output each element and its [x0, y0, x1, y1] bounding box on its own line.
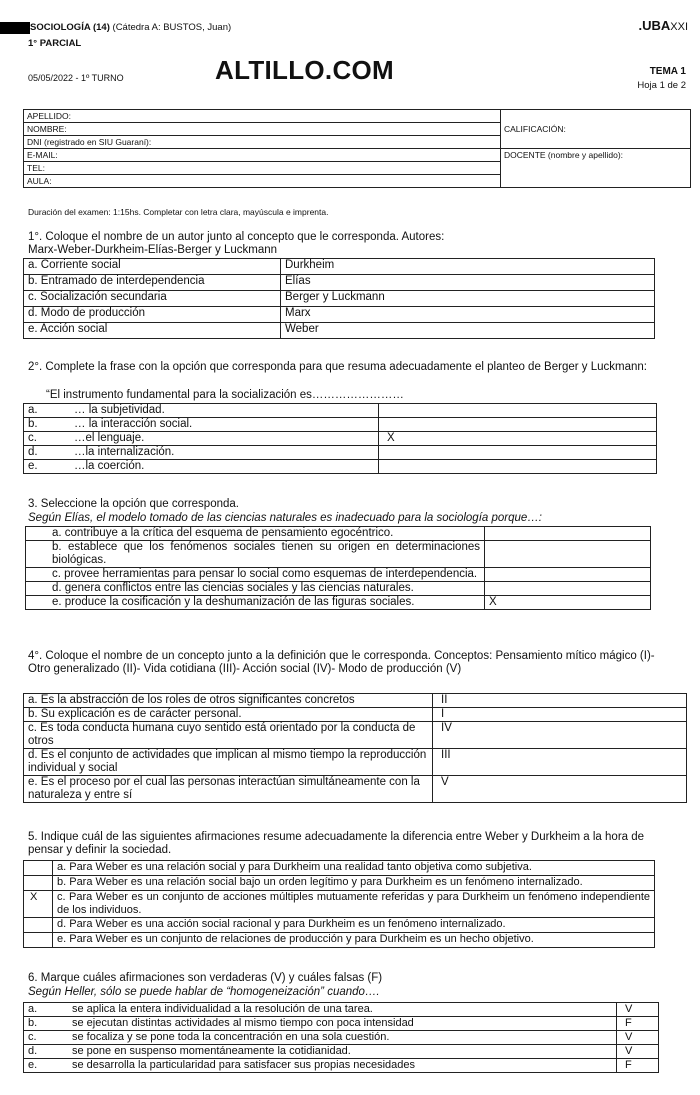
q4-definition: b. Su explicación es de carácter personal.	[24, 708, 433, 722]
page-count: Hoja 1 de 2	[637, 80, 686, 91]
q4-definition: e. Es el proceso por el cual las personas interactúan simultáneamente con la naturaleza y entre sí	[24, 776, 433, 803]
table-row	[24, 404, 657, 418]
q3-table	[25, 526, 651, 610]
q5-mark[interactable]	[24, 933, 53, 948]
table-row	[24, 708, 687, 722]
q3-option: a. contribuye a la crítica del esquema de pensamiento egocéntrico.	[26, 527, 485, 541]
q1-answer[interactable]: Elías	[281, 275, 655, 291]
q6-letter: a.	[24, 1003, 69, 1017]
table-row	[24, 460, 657, 474]
q6-mark[interactable]: F	[617, 1017, 659, 1031]
table-row	[24, 918, 655, 933]
table-row	[24, 446, 657, 460]
table-row	[24, 876, 655, 891]
q5-prompt: 5. Indique cuál de las siguientes afirmaciones resume adecuadamente la diferencia entre Weber y Durkheim a la hora de pensar y definir la sociedad.	[28, 831, 645, 856]
q6-statement: se ejecutan distintas actividades al mismo tiempo con poca intensidad	[68, 1017, 617, 1031]
q6-letter: d.	[24, 1045, 69, 1059]
uba-logo: .UBAXXI	[638, 18, 688, 33]
q6-mark[interactable]: V	[617, 1031, 659, 1045]
table-row	[24, 1059, 659, 1073]
q1-concept: c. Socialización secundaria	[24, 291, 281, 307]
q3-mark[interactable]	[485, 541, 651, 568]
q6-phrase: Según Heller, sólo se puede hablar de “homogeneización” cuando….	[28, 986, 380, 998]
q6-prompt: 6. Marque cuáles afirmaciones son verdaderas (V) y cuáles falsas (F)	[28, 972, 383, 984]
q1-concept: e. Acción social	[24, 323, 281, 339]
q5-mark[interactable]	[24, 876, 53, 891]
q5-option: c. Para Weber es un conjunto de acciones múltiples mutuamente referidas y para Durkheim un fenómeno independiente de los individuos.	[53, 891, 655, 918]
q2-mark[interactable]	[379, 460, 657, 474]
table-row	[24, 307, 655, 323]
table-row	[24, 259, 655, 275]
redaction-bar	[0, 22, 30, 34]
q5-mark[interactable]	[24, 861, 53, 876]
q6-statement: se aplica la entera individualidad a la resolución de una tarea.	[68, 1003, 617, 1017]
exam-instructions: Duración del examen: 1:15hs. Completar con letra clara, mayúscula e imprenta.	[28, 207, 329, 217]
q2-option: …la coerción.	[70, 460, 379, 474]
q3-option: d. genera conflictos entre las ciencias sociales y las ciencias naturales.	[26, 582, 485, 596]
q2-option: …la internalización.	[70, 446, 379, 460]
table-row	[24, 933, 655, 948]
table-row	[24, 432, 657, 446]
q2-option: … la subjetividad.	[70, 404, 379, 418]
tel-field[interactable]: TEL:	[24, 162, 501, 175]
q5-option: e. Para Weber es un conjunto de relaciones de producción y para Durkheim es un hecho objetivo.	[53, 933, 655, 948]
table-row	[24, 1017, 659, 1031]
q1-answer[interactable]: Durkheim	[281, 259, 655, 275]
q4-definition: d. Es el conjunto de actividades que implican al mismo tiempo la reproducción individual y social	[24, 749, 433, 776]
q4-answer[interactable]: II	[433, 694, 687, 708]
q2-letter: a.	[24, 404, 71, 418]
q3-option: e. produce la cosificación y la deshumanización de las figuras sociales.	[26, 596, 485, 610]
table-row	[26, 541, 651, 568]
q3-prompt: 3. Seleccione la opción que corresponda.	[28, 498, 239, 510]
table-row	[24, 861, 655, 876]
table-row	[26, 582, 651, 596]
table-row	[26, 596, 651, 610]
q1-concept: a. Corriente social	[24, 259, 281, 275]
q2-mark[interactable]	[379, 446, 657, 460]
q3-mark[interactable]	[485, 582, 651, 596]
tema-label: TEMA 1	[649, 66, 686, 77]
q6-mark[interactable]: V	[617, 1045, 659, 1059]
q6-mark[interactable]: V	[617, 1003, 659, 1017]
table-row	[24, 1031, 659, 1045]
site-watermark: ALTILLO.COM	[215, 55, 395, 85]
q1-answer[interactable]: Marx	[281, 307, 655, 323]
q2-prompt: 2°. Complete la frase con la opción que corresponda para que resuma adecuadamente el planteo de Berger y Luckmann:	[28, 361, 647, 373]
q2-mark[interactable]	[379, 418, 657, 432]
table-row	[24, 1045, 659, 1059]
q2-option: … la interacción social.	[70, 418, 379, 432]
table-row	[24, 749, 687, 776]
q1-answer[interactable]: Berger y Luckmann	[281, 291, 655, 307]
q5-mark[interactable]	[24, 918, 53, 933]
q2-letter: d.	[24, 446, 71, 460]
table-row	[24, 694, 687, 708]
q6-statement: se focaliza y se pone toda la concentración en una sola cuestión.	[68, 1031, 617, 1045]
table-row	[24, 291, 655, 307]
q2-letter: e.	[24, 460, 71, 474]
exam-date: 05/05/2022 - 1º TURNO	[28, 73, 124, 83]
student-info-table	[23, 109, 691, 188]
table-row	[26, 568, 651, 582]
q3-option: c. provee herramientas para pensar lo social como esquemas de interdependencia.	[26, 568, 485, 582]
table-row	[24, 891, 655, 918]
q3-option: b. establece que los fenómenos sociales tienen su origen en determinaciones biológicas.	[26, 541, 485, 568]
q1-concept: d. Modo de producción	[24, 307, 281, 323]
q1-table	[23, 258, 655, 339]
table-row	[24, 275, 655, 291]
nombre-field[interactable]: NOMBRE:	[24, 123, 501, 136]
q4-answer[interactable]: III	[433, 749, 687, 776]
q5-mark[interactable]: X	[24, 891, 53, 918]
q4-answer[interactable]: V	[433, 776, 687, 803]
q6-statement: se pone en suspenso momentáneamente la cotidianidad.	[68, 1045, 617, 1059]
docente-field[interactable]: DOCENTE (nombre y apellido):	[501, 149, 691, 188]
q5-table	[23, 860, 655, 948]
q2-option: …el lenguaje.	[70, 432, 379, 446]
table-row	[26, 527, 651, 541]
q3-mark[interactable]	[485, 527, 651, 541]
q3-mark[interactable]: X	[485, 596, 651, 610]
q4-definition: a. Es la abstracción de los roles de otros significantes concretos	[24, 694, 433, 708]
q5-option: a. Para Weber es una relación social y para Durkheim una realidad tanto objetiva como subjetiva.	[53, 861, 655, 876]
calificacion-field[interactable]: CALIFICACIÓN:	[501, 110, 691, 149]
table-row	[24, 1003, 659, 1017]
q2-letter: b.	[24, 418, 71, 432]
table-row	[24, 418, 657, 432]
q1-answer[interactable]: Weber	[281, 323, 655, 339]
exam-name: 1° PARCIAL	[28, 38, 82, 49]
table-row	[24, 776, 687, 803]
q6-letter: b.	[24, 1017, 69, 1031]
apellido-field[interactable]: APELLIDO:	[24, 110, 501, 123]
q5-option: b. Para Weber es una relación social bajo un orden legítimo y para Durkheim es un fenómeno internalizado.	[53, 876, 655, 891]
q6-table	[23, 1002, 659, 1073]
q6-letter: c.	[24, 1031, 69, 1045]
aula-field[interactable]: AULA:	[24, 175, 501, 188]
q2-mark[interactable]: X	[379, 432, 657, 446]
course-title: SOCIOLOGÍA (14) (Cátedra A: BUSTOS, Juan)	[30, 22, 232, 33]
q5-option: d. Para Weber es una acción social racional y para Durkheim es un fenómeno internalizado.	[53, 918, 655, 933]
q2-phrase: “El instrumento fundamental para la socialización es……………………	[46, 389, 404, 401]
q3-mark[interactable]	[485, 568, 651, 582]
q1-prompt: 1°. Coloque el nombre de un autor junto al concepto que le corresponda. Autores: Marx-Weber-Durkheim-Elías-Berger y Luckmann	[28, 231, 445, 256]
q6-letter: e.	[24, 1059, 69, 1073]
q4-definition: c. Es toda conducta humana cuyo sentido está orientado por la conducta de otros	[24, 722, 433, 749]
table-row	[24, 722, 687, 749]
q1-concept: b. Entramado de interdependencia	[24, 275, 281, 291]
q4-answer[interactable]: I	[433, 708, 687, 722]
dni-field[interactable]: DNI (registrado en SIU Guaraní):	[24, 136, 501, 149]
q4-prompt: 4°. Coloque el nombre de un concepto junto a la definición que le corresponda. Conceptos: Pensamiento mítico mágico (I)- Otro generalizado (II)- Vida cotidiana (III)- Acción social (IV)- Modo de producción (V)	[28, 650, 655, 675]
table-row	[24, 323, 655, 339]
q4-answer[interactable]: IV	[433, 722, 687, 749]
q3-phrase: Según Elías, el modelo tomado de las ciencias naturales es inadecuado para la sociología porque…:	[28, 512, 542, 524]
email-field[interactable]: E-MAIL:	[24, 149, 501, 162]
q2-table	[23, 403, 657, 474]
q2-letter: c.	[24, 432, 71, 446]
q6-statement: se desarrolla la particularidad para satisfacer sus propias necesidades	[68, 1059, 617, 1073]
q6-mark[interactable]: F	[617, 1059, 659, 1073]
q2-mark[interactable]	[379, 404, 657, 418]
q4-table	[23, 693, 687, 803]
